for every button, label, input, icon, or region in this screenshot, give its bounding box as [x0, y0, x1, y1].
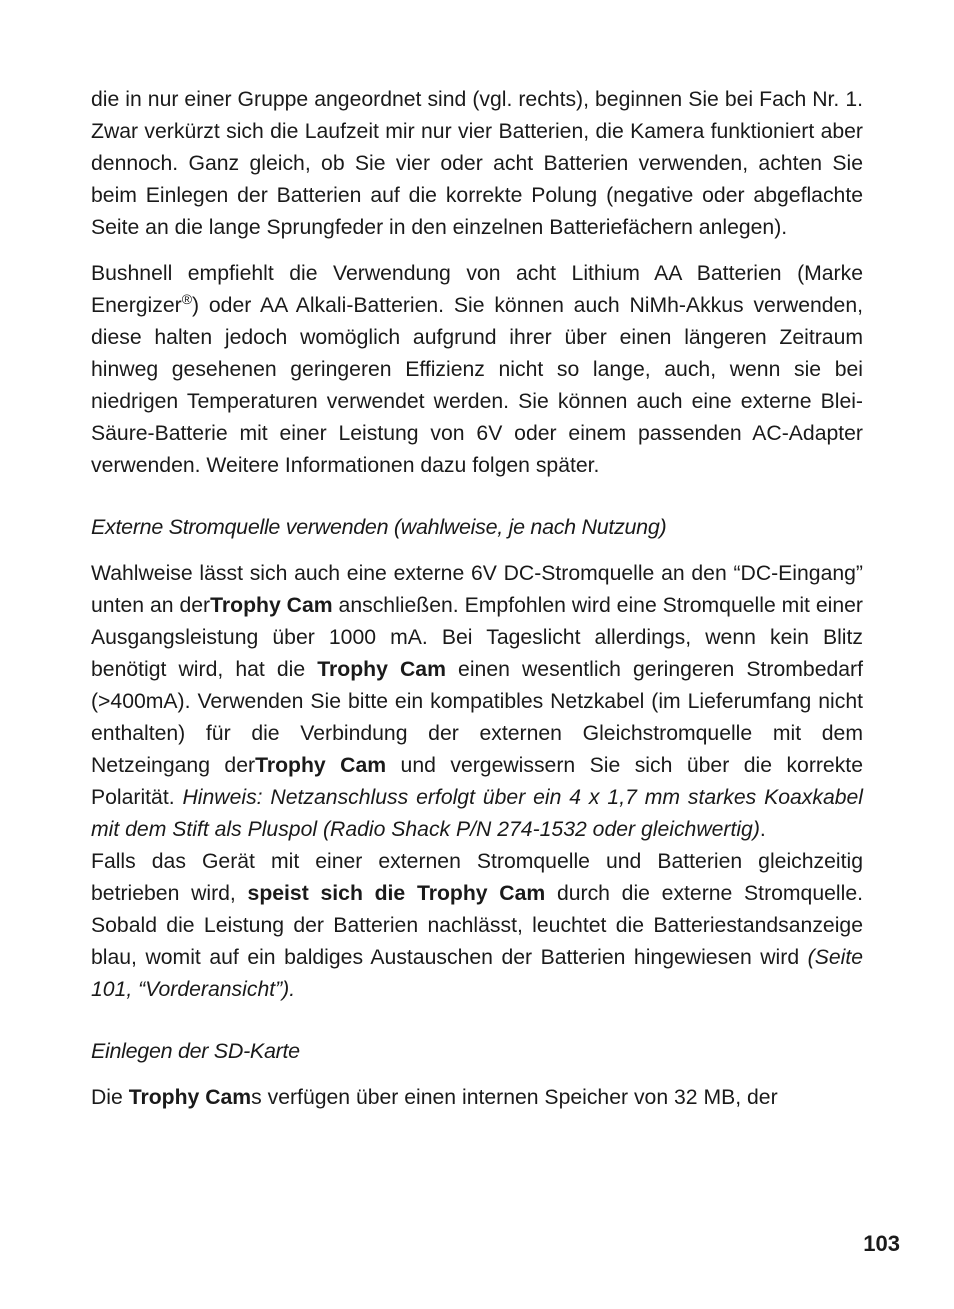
- paragraph-external-power: Wahlweise lässt sich auch eine externe 6V DC-Stromquelle an den “DC-Eingang” unten an derTrophy Cam anschließen. Empfohlen wird eine Stromquelle mit einer Ausgangsleistung über 1000 mA. Bei Tageslicht allerdings, wenn kein Blitz benötigt wird, hat die Trophy Cam einen wesentlich geringeren Strombedarf (>400mA). Verwenden Sie bitte ein kompatibles Netzkabel (im Lieferumfang nicht enthalten) für die Verbindung der externen Gleichstromquelle mit dem Netzeingang derTrophy Cam und vergewissern Sie sich über die korrekte Polarität. Hinweis: Netzanschluss erfolgt über ein 4 x 1,7 mm starkes Koaxkabel mit dem Stift als Pluspol (Radio Shack P/N 274-1532 oder gleichwertig).: [91, 562, 864, 841]
- heading-external-power: Externe Stromquelle verwenden (wahlweise, je nach Nutzung): [91, 515, 667, 539]
- document-page: [91, 84, 863, 1114]
- page-reference: (Seite 101, “Vorderansicht”).: [91, 946, 863, 1001]
- registered-mark: ®: [181, 290, 193, 307]
- heading-sd-card: Einlegen der SD-Karte: [91, 1039, 300, 1063]
- paragraph-sd-card: Die Trophy Cams verfügen über einen internen Speicher von 32 MB, der: [91, 1086, 778, 1109]
- paragraph-battery-polarity: die in nur einer Gruppe angeordnet sind (vgl. rechts), beginnen Sie bei Fach Nr. 1. Zwar verkürzt sich die Laufzeit mir nur vier Batterien, die Kamera funktioniert aber dennoch. Ganz gleich, ob Sie vier oder acht Batterien verwenden, achten Sie beim Einlegen der Batterien auf die korrekte Polung (negative oder abgeflachte Seite an die lange Sprungfeder in den einzelnen Batteriefächern anlegen).: [91, 88, 863, 239]
- product-name: Trophy Cam: [210, 594, 333, 617]
- paragraph-battery-recommendation: Bushnell empfiehlt die Verwendung von acht Lithium AA Batterien (Marke Energizer®) oder AA Alkali-Batterien. Sie können auch NiMh-Akkus verwenden, diese halten jedoch womöglich aufgrund ihrer über einen längeren Zeitraum hinweg gesehenen geringeren Effizienz nicht so lange, auch, wenn sie bei niedrigen Temperaturen verwendet werden. Sie können auch eine externe Blei-Säure-Batterie mit einer Leistung von 6V oder einem passenden AC-Adapter verwenden. Weitere Informationen dazu folgen später.: [91, 262, 863, 477]
- paragraph-combined-power: Falls das Gerät mit einer externen Stromquelle und Batterien gleichzeitig betrieben wird, speist sich die Trophy Cam durch die externe Stromquelle. Sobald die Leistung der Batterien nachlässt, leuchtet die Batteriestandsanzeige blau, womit auf ein baldiges Austauschen der Batterien hingewiesen wird (Seite 101, “Vorderansicht”).: [91, 850, 863, 1001]
- page-number: 103: [863, 1231, 900, 1256]
- emphasis-text: speist sich die Trophy Cam: [247, 882, 546, 905]
- note-text: Hinweis: Netzanschluss erfolgt über ein 4 x 1,7 mm starkes Koaxkabel mit dem Stift als Pluspol (Radio Shack P/N 274-1532 oder gleichwertig): [91, 786, 864, 841]
- product-name: Trophy Cam: [128, 1086, 252, 1109]
- product-name: Trophy Cam: [317, 658, 446, 681]
- product-name: Trophy Cam: [255, 754, 387, 777]
